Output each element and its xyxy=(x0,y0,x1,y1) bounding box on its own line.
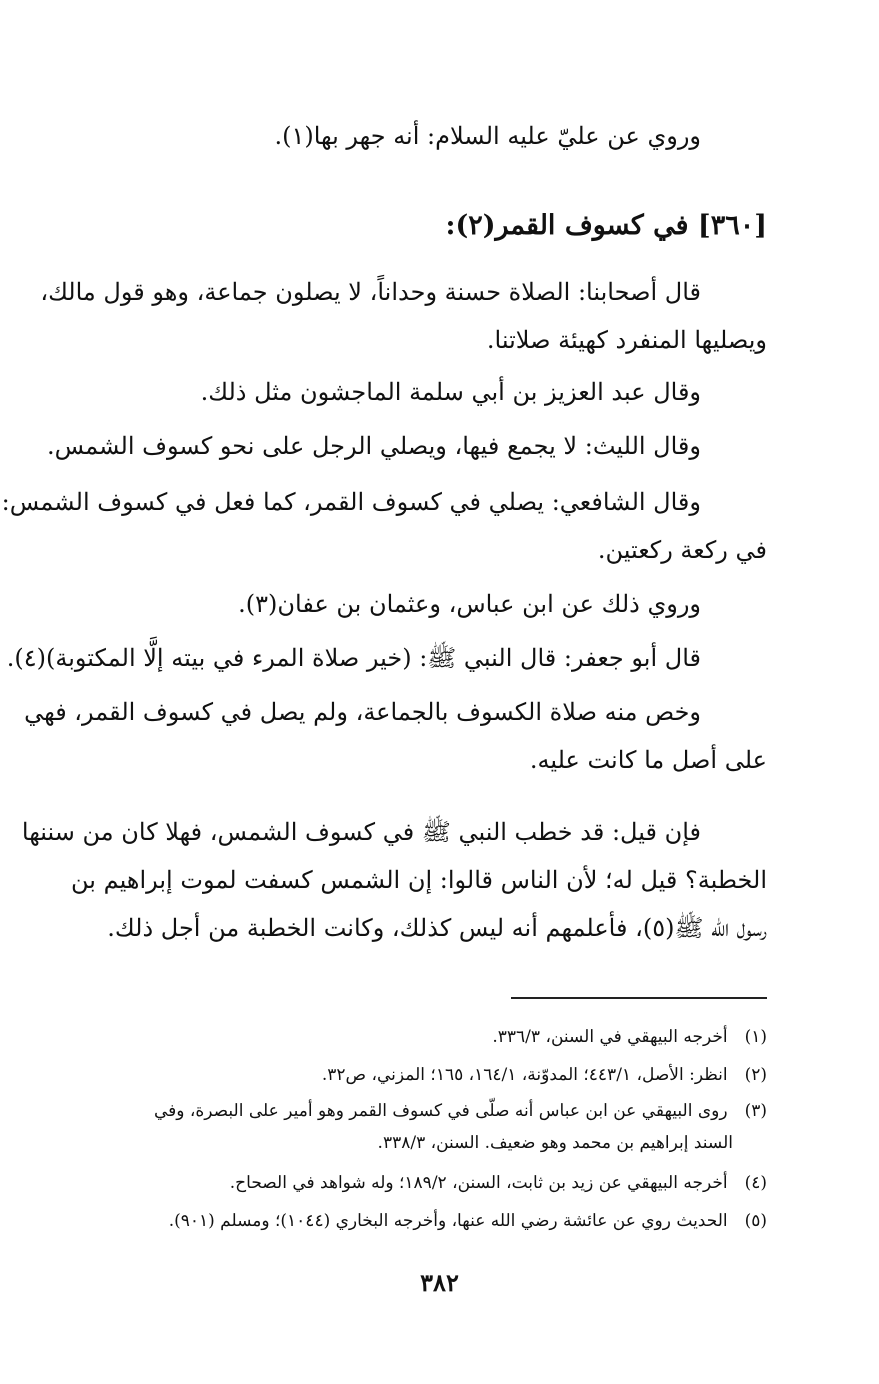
text-line: وقال الليث: لا يجمع فيها، ويصلي الرجل على نحو كسوف الشمس. xyxy=(47,432,701,460)
footnote-marker: (٥) xyxy=(744,1211,767,1231)
footnote-text: انظر: الأصل، ٤٤٣/١؛ المدوّنة، ١٦٤/١، ١٦٥؛ المزني، ص٣٢. xyxy=(321,1065,728,1085)
page-number: ٣٨٢ xyxy=(420,1268,459,1297)
footnote xyxy=(100,1060,767,1090)
footnote xyxy=(100,1022,767,1052)
text-line: فإن قيل: قد خطب النبي ﷺ في كسوف الشمس، فهلا كان من سننها xyxy=(21,818,701,846)
footnote-text: أخرجه البيهقي في السنن، ٣٣٦/٣. xyxy=(492,1027,728,1047)
footnote xyxy=(100,1168,767,1198)
footnote xyxy=(100,1206,767,1236)
text-line: رسول الله ﷺ(٥)، فأعلمهم أنه ليس كذلك، وكانت الخطبة من أجل ذلك. xyxy=(107,914,767,942)
text-line: وقال الشافعي: يصلي في كسوف القمر، كما فعل في كسوف الشمس: xyxy=(1,488,701,516)
footnote-text: الحديث روي عن عائشة رضي الله عنها، وأخرجه البخاري (١٠٤٤)؛ ومسلم (٩٠١). xyxy=(168,1211,728,1231)
text-line: وخص منه صلاة الكسوف بالجماعة، ولم يصل في كسوف القمر، فهي xyxy=(24,698,701,726)
footnote-marker: (١) xyxy=(744,1027,767,1047)
text-line: على أصل ما كانت عليه. xyxy=(529,746,767,774)
footnote-separator xyxy=(511,997,767,999)
footnote xyxy=(100,1096,767,1126)
footnote-text: روى البيهقي عن ابن عباس أنه صلّى في كسوف القمر وهو أمير على البصرة، وفي xyxy=(154,1101,728,1121)
text-line: قال أبو جعفر: قال النبي ﷺ: (خير صلاة المرء في بيته إلَّا المكتوبة)(٤). xyxy=(6,644,701,672)
section-heading xyxy=(110,208,767,244)
text-line: وروي عن عليّ عليه السلام: أنه جهر بها(١). xyxy=(274,122,701,150)
text-line: ويصليها المنفرد كهيئة صلاتنا. xyxy=(486,326,767,354)
text-line: وقال عبد العزيز بن أبي سلمة الماجشون مثل ذلك. xyxy=(200,378,701,406)
section-number: [٣٦٠] xyxy=(697,210,767,241)
footnote-marker: (٢) xyxy=(744,1065,767,1085)
footnote-text: أخرجه البيهقي عن زيد بن ثابت، السنن، ١٨٩/٢؛ وله شواهد في الصحاح. xyxy=(229,1173,728,1193)
text-line: وروي ذلك عن ابن عباس، وعثمان بن عفان(٣). xyxy=(238,590,701,618)
footnote-marker: (٤) xyxy=(744,1173,767,1193)
text-line: الخطبة؟ قيل له؛ لأن الناس قالوا: إن الشمس كسفت لموت إبراهيم بن xyxy=(71,866,767,894)
text-line: قال أصحابنا: الصلاة حسنة وحداناً، لا يصلون جماعة، وهو قول مالك، xyxy=(40,278,701,306)
footnote-marker: (٣) xyxy=(744,1101,767,1121)
footnote-continuation: السند إبراهيم بن محمد وهو ضعيف. السنن، ٣٣٨/٣. xyxy=(377,1133,733,1153)
text-line: في ركعة ركعتين. xyxy=(597,536,767,564)
section-title: في كسوف القمر(٢): xyxy=(445,210,689,241)
